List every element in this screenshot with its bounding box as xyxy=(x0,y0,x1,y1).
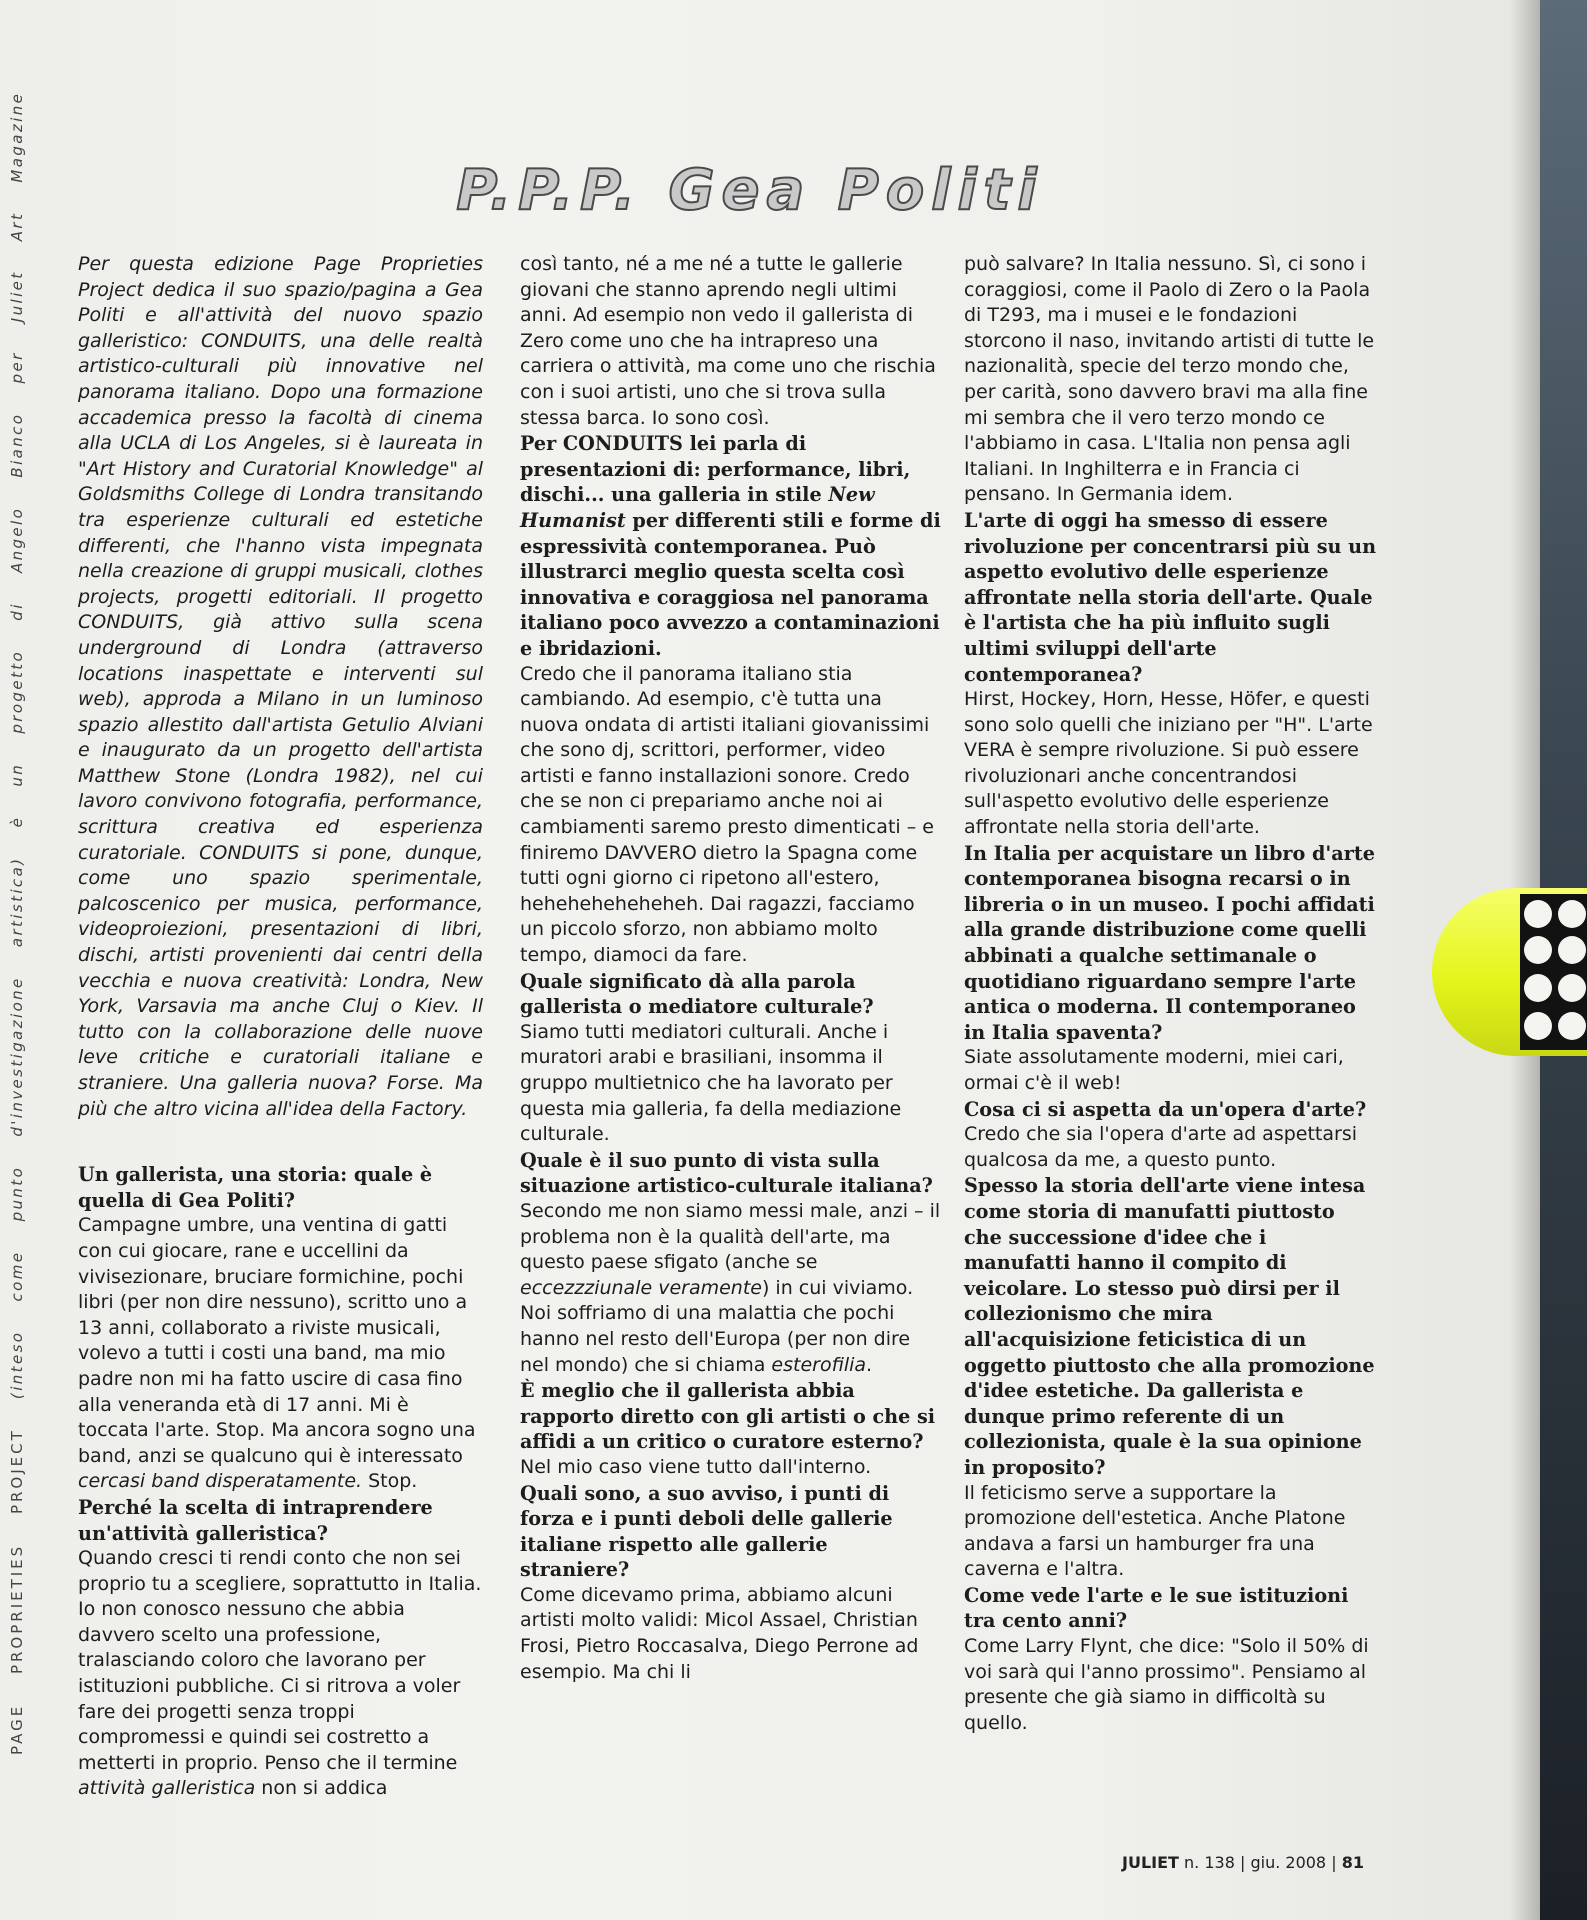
question-2: Perché la scelta di intraprendere un'attività galleristica? xyxy=(78,1495,433,1545)
answer-2 xyxy=(78,1546,483,1802)
footer-issue: n. 138 xyxy=(1184,1853,1235,1872)
footer-separator: | xyxy=(1331,1853,1337,1872)
dot xyxy=(1524,936,1552,964)
question-9: In Italia per acquistare un libro d'arte contemporanea bisogna recarsi o in libreria o in un museo. I pochi affidati alla grande distribuzione come quelli abbinati a qualche settimanale o quotidiano riguardano sempre l'arte antica o moderna. Il contemporaneo in Italia spaventa? xyxy=(964,841,1375,1044)
bookmark-clip xyxy=(1432,888,1587,1056)
dot xyxy=(1558,900,1586,928)
question-3-end: per differenti stili e forme di espressività contemporanea. Può illustrarci meglio questa scelta così innovativa e coraggiosa nel panorama italiano poco avvezzo a contaminazioni e ibridazioni. xyxy=(520,508,941,660)
question-11: Spesso la storia dell'arte viene intesa come storia di manufatti piuttosto che successione d'idee che i manufatti hanno il compito di veicolare. Lo stesso può dirsi per il collezionismo che mira all'acquisizione feticistica di un oggetto piuttosto che alla promozione d'idee estetiche. Da gallerista e dunque primo referente di un collezionista, quale è la sua opinione in proposito? xyxy=(964,1174,1375,1479)
dot xyxy=(1558,1012,1586,1040)
answer-12: Come Larry Flynt, che dice: "Solo il 50% di voi sarà qui l'anno prossimo". Pensiamo al presente che già siamo in difficoltà su quello. xyxy=(964,1635,1369,1734)
credit-text: (inteso come punto d'investigazione artistica) è un progetto di Angelo Bianco per Juliet Art Magazine xyxy=(8,91,26,1400)
page-footer xyxy=(1122,1853,1364,1872)
dot xyxy=(1524,900,1552,928)
question-3-italic: New Humanist xyxy=(520,483,875,532)
dot xyxy=(1524,1012,1552,1040)
dot xyxy=(1558,974,1586,1002)
answer-2-end: non si addica xyxy=(261,1777,388,1800)
vertical-credit xyxy=(8,91,26,1755)
footer-magazine: JULIET xyxy=(1122,1853,1179,1872)
question-8: L'arte di oggi ha smesso di essere rivoluzione per concentrarsi più su un aspetto evolutivo delle esperienze affrontate nella storia dell'arte. Quale è l'artista che ha più influito sugli ultimi sviluppi dell'arte contemporanea? xyxy=(964,508,1377,686)
dot xyxy=(1524,974,1552,1002)
intro-paragraph: Per questa edizione Page Proprieties Project dedica il suo spazio/pagina a Gea Politi e all'attività del nuovo spazio galleristico: CONDUITS, una delle realtà artistico-culturali più innovative nel panorama italiano. Dopo una formazione accademica presso la facoltà di cinema alla UCLA di Los Angeles, si è laureata in "Art History and Curatorial Knowledge" al Goldsmiths College di Londra transitando tra esperienze culturali ed estetiche differenti, che l'hanno vista impegnata nella creazione di gruppi musicali, clothes projects, progetti editoriali. Il progetto CONDUITS, già attivo sulla scena underground di Londra (attraverso locations inaspettate e interventi sul web), approda a Milano in un luminoso spazio allestito dall'artista Getulio Alviani e inaugurato da un progetto dell'artista Matthew Stone (Londra 1982), nel cui lavoro convivono fotografia, performance, scrittura creativa ed esperienza curatoriale. CONDUITS si pone, dunque, come uno spazio sperimentale, palcoscenico per musica, performance, videoproiezioni, presentazioni di libri, dischi, artisti provenienti dai centri della vecchia e nuova creatività: Londra, New York, Varsavia ma anche Cluj o Kiev. Il tutto con la collaborazione delle nuove leve critiche e curatoriali italiane e straniere. Una galleria nuova? Forse. Ma più che altro vicina all'idea della Factory. xyxy=(78,253,483,1120)
question-10: Cosa ci si aspetta da un'opera d'arte? xyxy=(964,1097,1367,1121)
answer-8: Hirst, Hockey, Horn, Hesse, Höfer, e questi sono solo quelli che iniziano per "H". L'arte VERA è sempre rivoluzione. Si può essere rivoluzionari anche concentrandosi sull'aspetto evolutivo delle esperienze affrontate nella storia dell'arte. xyxy=(964,688,1373,839)
question-12: Come vede l'arte e le sue istituzioni tra cento anni? xyxy=(964,1583,1349,1633)
question-3 xyxy=(520,431,943,661)
answer-2-text: Quando cresci ti rendi conto che non sei proprio tu a scegliere, soprattutto in Italia. Io non conosco nessuno che abbia davvero scelto una professione, tralasciando coloro che lavorano per istituzioni pubbliche. Ci si ritrova a voler fare dei progetti senza troppi compromessi e quindi sei costretto a metterti in proprio. Penso che il termine xyxy=(78,1547,482,1774)
credit-prefix: PAGE PROPRIETIES PROJECT xyxy=(8,1428,26,1755)
polka-dot-pattern xyxy=(1520,894,1587,1050)
page-number: 81 xyxy=(1341,1853,1364,1872)
footer-separator: | xyxy=(1239,1853,1246,1872)
question-1: Un gallerista, una storia: quale è quella di Gea Politi? xyxy=(78,1163,433,1212)
answer-1-italic: cercasi band disperatamente. xyxy=(78,1470,363,1493)
answer-11: Il feticismo serve a supportare la promozione dell'estetica. Anche Platone andava a farsi un hamburger fra una caverna e l'altra. xyxy=(964,1481,1346,1581)
question-5: Quale è il suo punto di vista sulla situazione artistico-culturale italiana? xyxy=(520,1148,933,1198)
page-title: P.P.P. Gea Politi xyxy=(456,158,1044,223)
answer-9: Siate assolutamente moderni, miei cari, ormai c'è il web! xyxy=(964,1046,1344,1094)
answer-7-continued: può salvare? In Italia nessuno. Sì, ci sono i coraggiosi, come il Paolo di Zero o la Paola di T293, ma i musei e le fondazioni storcono il naso, invitando artisti di tutte le nazionalità, specie del terzo mondo che, per carità, sono davvero bravi ma alla fine mi sembra che il vero terzo mondo ce l'abbiamo in casa. L'Italia non pensa agli Italiani. In Inghilterra e in Francia ci pensano. In Germania idem. xyxy=(964,253,1375,506)
footer-date: giu. 2008 xyxy=(1250,1853,1327,1872)
answer-7: Come dicevamo prima, abbiamo alcuni artisti molto validi: Micol Assael, Christian Frosi, Pietro Roccasalva, Diego Perrone ad esempio. Ma chi li xyxy=(520,1583,919,1683)
column-1 xyxy=(78,252,483,1802)
answer-1-end: Stop. xyxy=(368,1470,418,1493)
answer-5 xyxy=(520,1199,943,1378)
answer-5-italic: eccezzziunale veramente xyxy=(520,1276,762,1299)
answer-5-end: . xyxy=(866,1353,873,1376)
column-2 xyxy=(520,252,943,1685)
answer-4: Siamo tutti mediatori culturali. Anche i muratori arabi e brasiliani, insomma il gruppo multietnico che ha lavorato per questa mia galleria, fa della mediazione culturale. xyxy=(520,1020,902,1146)
answer-5-italic-2: esterofilia xyxy=(771,1353,867,1376)
answer-2-continued: così tanto, né a me né a tutte le gallerie giovani che stanno aprendo negli ultimi anni. Ad esempio non vedo il gallerista di Zero come uno che ha intrapreso una carriera o attività, ma come uno che rischia con i suoi artisti, uno che si trova sulla stessa barca. Io sono così. xyxy=(520,253,936,429)
question-6: È meglio che il gallerista abbia rapporto diretto con gli artisti o che si affidi a un critico o curatore esterno? xyxy=(520,1379,936,1454)
answer-5-start: Secondo me non siamo messi male, anzi – il problema non è la qualità dell'arte, ma questo paese sfigato (anche se xyxy=(520,1199,941,1274)
question-7: Quali sono, a suo avviso, i punti di forza e i punti deboli delle gallerie italiane rispetto alle gallerie straniere? xyxy=(520,1481,893,1582)
answer-3: Credo che il panorama italiano stia cambiando. Ad esempio, c'è tutta una nuova ondata di artisti italiani giovanissimi che sono dj, scrittori, performer, video artisti e fanno installazioni sonore. Credo che se non ci prepariamo anche noi ai cambiamenti saremo presto dimenticati – e finiremo DAVVERO dietro la Spagna come tutti ogni giorno ci ripetono all'estero, heheheheheheheh. Dai ragazzi, facciamo un piccolo sforzo, non abbiamo molto tempo, diamoci da fare. xyxy=(520,662,934,967)
answer-10: Credo che sia l'opera d'arte ad aspettarsi qualcosa da me, a questo punto. xyxy=(964,1123,1358,1171)
answer-1 xyxy=(78,1213,483,1495)
dot xyxy=(1558,936,1586,964)
answer-2-italic: attività galleristica xyxy=(78,1777,256,1800)
question-4: Quale significato dà alla parola gallerista o mediatore culturale? xyxy=(520,969,874,1019)
answer-5-mid: ) in cui viviamo. Noi soffriamo di una malattia che pochi hanno nel resto dell'Europa (per non dire nel mondo) che si chiama xyxy=(520,1276,914,1376)
column-3 xyxy=(964,252,1379,1736)
answer-1-text: Campagne umbre, una ventina di gatti con cui giocare, rane e uccellini da vivisezionare, bruciare formichine, pochi libri (per non dire nessuno), scritto uno a 13 anni, collaborato a riviste musicali, volevo a tutti i costi una band, ma mio padre non mi ha fatto uscire di casa fino alla veneranda età di 17 anni. Mi è toccata l'arte. Stop. Ma ancora sogno una band, anzi se qualcuno qui è interessato xyxy=(78,1214,476,1467)
question-3-start: Per CONDUITS lei parla di presentazioni di: performance, libri, dischi... una galleria in stile xyxy=(520,432,911,507)
answer-6: Nel mio caso viene tutto dall'interno. xyxy=(520,1455,872,1478)
